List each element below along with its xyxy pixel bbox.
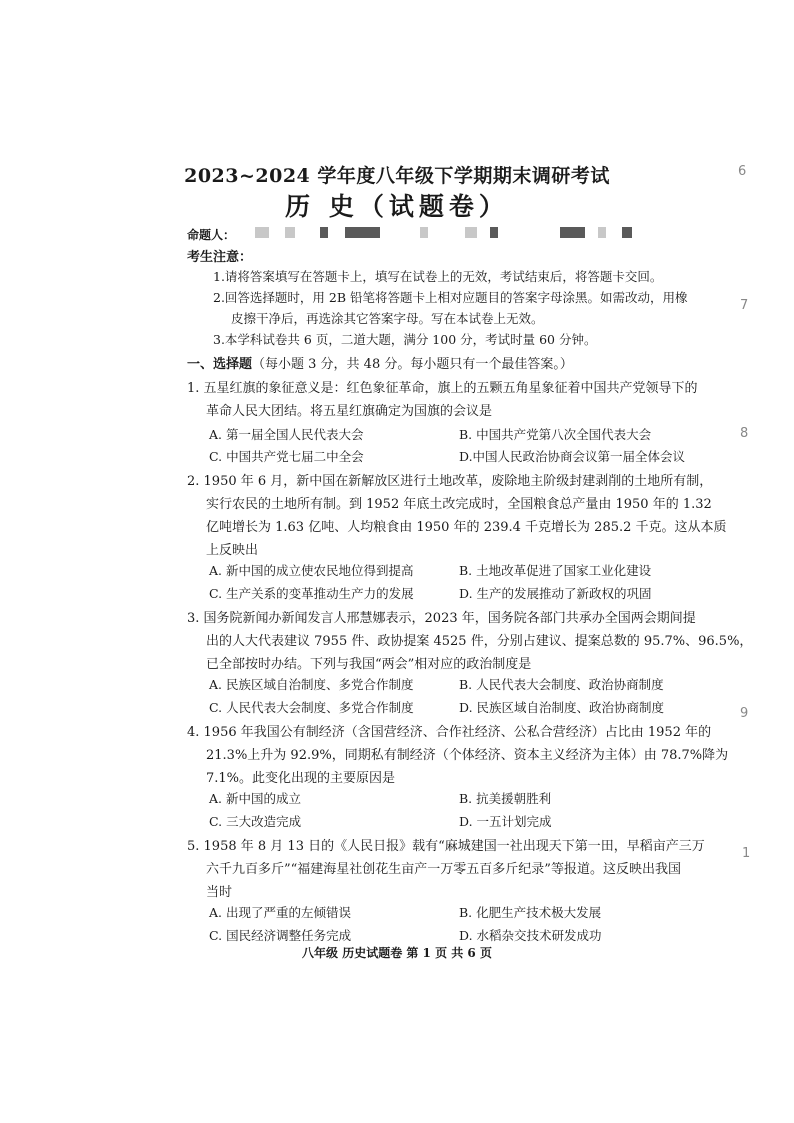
option-d: D. 生产的发展推动了新政权的巩固 xyxy=(459,586,652,601)
option-a: A. 第一届全国人民代表大会 xyxy=(209,427,364,442)
question-text: 实行农民的土地所有制。到 1952 年底土改完成时，全国粮食总产量由 1950 年的 1.32 xyxy=(206,497,712,512)
option-a: A. 民族区域自治制度、多党合作制度 xyxy=(209,677,414,692)
question-text: 上反映出 xyxy=(206,543,259,558)
option-b: B. 化肥生产技术极大发展 xyxy=(459,905,602,920)
notice-heading: 考生注意： xyxy=(187,250,253,265)
question-text: 1. 五星红旗的象征意义是：红色象征革命，旗上的五颗五角星象征着中国共产党领导下的 xyxy=(187,381,698,396)
subject-title: 历 史（试题卷） xyxy=(285,192,509,221)
option-b: B. 土地改革促进了国家工业化建设 xyxy=(459,563,652,578)
redaction-mark xyxy=(622,227,632,238)
question-text: 已全部按时办结。下列与我国“两会”相对应的政治制度是 xyxy=(206,657,532,672)
notice-item: 皮擦干净后，再选涂其它答案字母。写在本试卷上无效。 xyxy=(231,311,544,326)
redaction-mark xyxy=(420,227,428,238)
option-c: C. 国民经济调整任务完成 xyxy=(209,928,352,943)
option-d: D. 水稻杂交技术研发成功 xyxy=(459,928,602,943)
question-text: 出的人大代表建议 7955 件、政协提案 4525 件，分别占建议、提案总数的 95.7%、96.5%， xyxy=(206,634,753,649)
redaction-mark xyxy=(490,227,498,238)
redaction-mark xyxy=(598,227,606,238)
option-c: C. 人民代表大会制度、多党合作制度 xyxy=(209,700,414,715)
question-text: 六千九百多斤”“福建海星社创花生亩产一万零五百多斤纪录”等报道。这反映出我国 xyxy=(206,862,681,877)
option-b: B. 抗美援朝胜利 xyxy=(459,791,552,806)
section-note: （每小题 3 分，共 48 分。每小题只有一个最佳答案。） xyxy=(252,357,573,372)
redaction-mark xyxy=(255,227,269,238)
option-c: C. 生产关系的变革推动生产力的发展 xyxy=(209,586,414,601)
option-a: A. 新中国的成立使农民地位得到提高 xyxy=(209,563,414,578)
question-text: 亿吨增长为 1.63 亿吨、人均粮食由 1950 年的 239.4 千克增长为 285.2 千克。这从本质 xyxy=(206,520,727,535)
notice-item: 3.本学科试卷共 6 页，二道大题，满分 100 分，考试时量 60 分钟。 xyxy=(213,332,597,347)
exam-title: 2023~2024 学年度八年级下学期期末调研考试 xyxy=(184,165,610,187)
option-a: A. 出现了严重的左倾错误 xyxy=(209,905,351,920)
option-c: C. 中国共产党七届二中全会 xyxy=(209,449,364,464)
option-d: D. 一五计划完成 xyxy=(459,814,552,829)
section-title: 一、选择题 xyxy=(187,357,253,372)
question-text: 当时 xyxy=(206,885,233,900)
question-text: 2. 1950 年 6 月，新中国在新解放区进行土地改革，废除地主阶级封建剥削的土地所有制， xyxy=(187,474,713,489)
question-text: 21.3%上升为 92.9%，同期私有制经济（个体经济、资本主义经济为主体）由 78.7%降为 xyxy=(206,748,729,763)
option-b: B. 人民代表大会制度、政治协商制度 xyxy=(459,677,664,692)
margin-mark: 1 xyxy=(742,846,751,861)
redaction-mark xyxy=(320,227,328,238)
redaction-mark xyxy=(560,227,585,238)
margin-mark: 8 xyxy=(740,426,749,441)
option-c: C. 三大改造完成 xyxy=(209,814,302,829)
page-footer: 八年级 历史试题卷 第 1 页 共 6 页 xyxy=(302,946,492,960)
question-text: 革命人民大团结。将五星红旗确定为国旗的会议是 xyxy=(206,404,493,419)
question-text: 3. 国务院新闻办新闻发言人邢慧娜表示，2023 年，国务院各部门共承办全国两会期间提 xyxy=(187,611,696,626)
option-b: B. 中国共产党第八次全国代表大会 xyxy=(459,427,652,442)
author-label: 命题人： xyxy=(187,228,236,242)
section-heading xyxy=(187,353,573,372)
redaction-mark xyxy=(345,227,380,238)
question-text: 7.1%。此变化出现的主要原因是 xyxy=(206,771,396,786)
option-d: D. 民族区域自治制度、政治协商制度 xyxy=(459,700,665,715)
question-text: 5. 1958 年 8 月 13 日的《人民日报》载有“麻城建国一社出现天下第一田，早稻亩产三万 xyxy=(187,839,705,854)
margin-mark: 7 xyxy=(740,298,749,313)
redaction-mark xyxy=(285,227,295,238)
option-a: A. 新中国的成立 xyxy=(209,791,301,806)
notice-item: 2.回答选择题时，用 2B 铅笔将答题卡上相对应题目的答案字母涂黑。如需改动，用橡 xyxy=(213,290,688,305)
option-d: D.中国人民政治协商会议第一届全体会议 xyxy=(459,449,686,464)
notice-item: 1.请将答案填写在答题卡上，填写在试卷上的无效，考试结束后，将答题卡交回。 xyxy=(213,269,663,284)
margin-mark: 6 xyxy=(738,164,747,179)
margin-mark: 9 xyxy=(740,706,749,721)
question-text: 4. 1956 年我国公有制经济（含国营经济、合作社经济、公私合营经济）占比由 1952 年的 xyxy=(187,725,712,740)
redaction-mark xyxy=(465,227,477,238)
